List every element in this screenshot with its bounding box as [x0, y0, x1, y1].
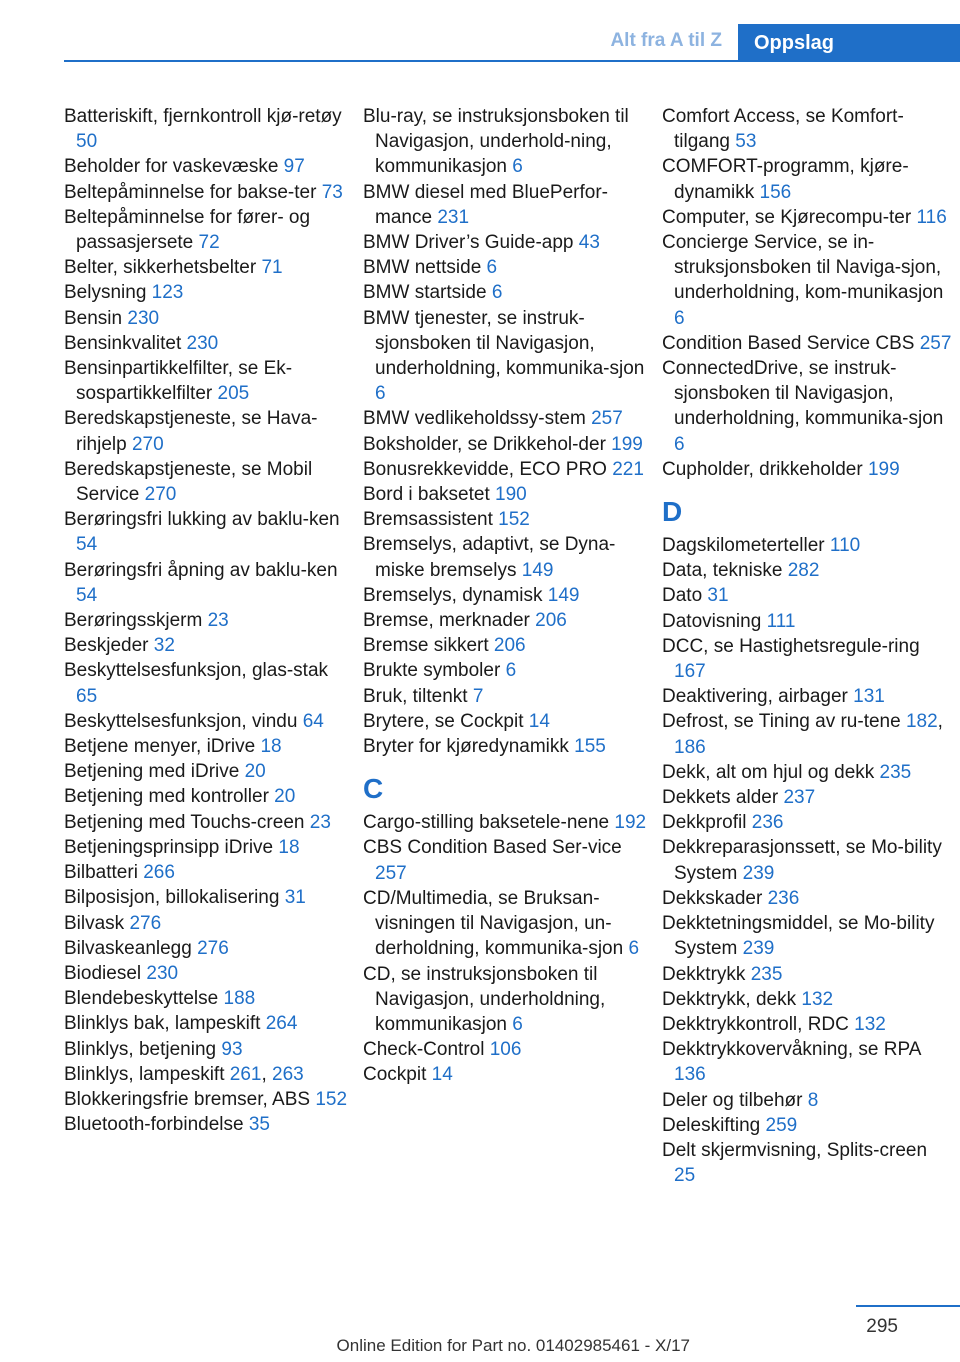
- index-column-1: [64, 104, 354, 1137]
- page-reference-link[interactable]: 270: [131, 433, 164, 455]
- index-entry: [64, 658, 354, 708]
- index-entry: Defrost, se Tining av ru-tene 182, 186: [662, 711, 943, 758]
- index-entry-text: Berøringsskjerm: [64, 610, 203, 632]
- index-entry: [363, 104, 653, 180]
- index-entry-text: DCC, se Hastighetsregule-ring: [662, 635, 920, 657]
- page-reference-link[interactable]: 199: [867, 458, 900, 480]
- index-entry-text: BMW diesel med BluePerfor-mance: [363, 181, 608, 228]
- page-reference-link[interactable]: 205: [217, 383, 250, 405]
- index-entry-text: Dekktrykk, dekk: [662, 988, 797, 1010]
- index-entry: [363, 658, 653, 683]
- index-entry-text: Beltepåminnelse for bakse-ter: [64, 181, 317, 203]
- index-entry: Blinklys, lampeskift 261, 263: [64, 1063, 304, 1085]
- page-reference-link[interactable]: 199: [611, 433, 643, 455]
- index-entry: [64, 154, 354, 179]
- index-entry-text: Defrost, se Tining av ru-tene: [662, 711, 901, 733]
- index-entry-text: Blokkeringsfrie bremser, ABS: [64, 1088, 311, 1110]
- page-reference-link[interactable]: 266: [143, 862, 175, 884]
- index-entry: [662, 583, 952, 608]
- index-entry-text: CD, se instruksjonsboken til Navigasjon, underholdning, kommunikasjon: [363, 963, 606, 1035]
- index-entry: [662, 962, 952, 987]
- index-entry-text: Check-Control: [363, 1039, 485, 1061]
- index-entry-text: Bremse sikkert: [363, 635, 489, 657]
- page-reference-link[interactable]: 72: [198, 232, 220, 254]
- page-reference-link[interactable]: 257: [591, 408, 623, 430]
- page-reference-link[interactable]: 149: [521, 559, 554, 581]
- page-reference-link[interactable]: 54: [76, 584, 98, 606]
- index-entry-text: Dekkreparasjonssett, se Mo-bility System: [662, 837, 942, 884]
- index-entry-text: Belysning: [64, 282, 147, 304]
- index-entry: [662, 331, 952, 356]
- index-entry-text: Berøringsfri åpning av baklu-ken: [64, 559, 338, 581]
- section-letter: C: [363, 773, 384, 805]
- index-entry-text: Blu-ray, se instruksjonsboken til Navigasjon, underhold-ning, kommunikasjon: [363, 106, 629, 178]
- index-entry-text: Boksholder, se Drikkehol-der: [363, 433, 606, 455]
- index-entry: [64, 961, 354, 986]
- page-reference-link[interactable]: 257: [375, 862, 407, 884]
- page-reference-link[interactable]: 132: [801, 988, 834, 1010]
- index-entry-text: Beskyttelsesfunksjon, glas-stak: [64, 660, 329, 682]
- index-entry-text: Deaktivering, airbager: [662, 686, 848, 708]
- index-entry-text: Data, tekniske: [662, 560, 783, 582]
- page-reference-link[interactable]: 206: [535, 610, 567, 632]
- index-entry: [64, 457, 354, 507]
- index-entry: [64, 558, 354, 608]
- page-reference-link[interactable]: 65: [76, 685, 98, 707]
- index-entry: [64, 835, 354, 860]
- page-reference-link[interactable]: 182: [905, 711, 938, 733]
- index-entry-text: Bluetooth-forbindelse: [64, 1114, 244, 1136]
- page-reference-link[interactable]: 156: [759, 181, 792, 203]
- index-entry-text: Dekk, alt om hjul og dekk: [662, 761, 875, 783]
- index-entry-text: Dekktrykk: [662, 963, 746, 985]
- page-reference-link[interactable]: 6: [486, 257, 498, 279]
- index-entry-text: Betjeningsprinsipp iDrive: [64, 836, 274, 858]
- index-entry: [64, 280, 354, 305]
- index-entry-text: Bilposisjon, billokalisering: [64, 887, 280, 909]
- page-reference-link[interactable]: 35: [248, 1114, 270, 1136]
- page-reference-link[interactable]: 186: [674, 736, 706, 758]
- index-entry-text: Dekkprofil: [662, 812, 747, 834]
- index-entry-text: Bremselys, dynamisk: [363, 584, 543, 606]
- index-entry-text: Biodiesel: [64, 962, 142, 984]
- index-entry-text: Beltepåminnelse for fører- og passasjersete: [64, 206, 311, 254]
- index-entry: [363, 507, 653, 532]
- index-entry: [662, 1138, 952, 1188]
- page-reference-link[interactable]: 54: [76, 534, 98, 556]
- header-section-title: Alt fra A til Z: [610, 30, 722, 51]
- page-reference-link[interactable]: 155: [574, 736, 606, 758]
- page-reference-link[interactable]: 236: [751, 812, 784, 834]
- page-reference-link[interactable]: 237: [783, 787, 816, 809]
- index-entry: [662, 1012, 952, 1037]
- index-entry-text: Bruk, tiltenkt: [363, 685, 468, 707]
- index-entry: [64, 1037, 354, 1062]
- index-entry-text: Bensinkvalitet: [64, 332, 182, 354]
- index-entry-text: Bryter for kjøredynamikk: [363, 736, 569, 758]
- index-entry: [64, 331, 354, 356]
- index-entry-text: BMW vedlikeholdssy-stem: [363, 408, 586, 430]
- page-reference-link[interactable]: 221: [612, 458, 644, 480]
- page-reference-link[interactable]: 6: [512, 1013, 523, 1035]
- index-entry: [662, 785, 952, 810]
- index-entry-text: Beskyttelsesfunksjon, vindu: [64, 710, 298, 732]
- index-entry: [64, 406, 354, 456]
- index-entry-text: Cupholder, drikkeholder: [662, 458, 863, 480]
- page-reference-link[interactable]: 106: [489, 1039, 522, 1061]
- index-entry: [662, 886, 952, 911]
- index-entry: [662, 533, 952, 558]
- index-entry: [662, 684, 952, 709]
- index-entry: [662, 987, 952, 1012]
- index-entry-text: Cockpit: [363, 1064, 427, 1086]
- page-reference-link[interactable]: 14: [431, 1064, 453, 1086]
- page-reference-link[interactable]: 6: [628, 938, 640, 960]
- index-entry: [64, 356, 354, 406]
- index-entry-text: Batteriskift, fjernkontroll kjø-retøy: [64, 106, 342, 127]
- index-entry-text: Bilvask: [64, 912, 125, 934]
- page-reference-link[interactable]: 116: [916, 206, 947, 228]
- index-entry: [64, 759, 354, 784]
- index-entry: [363, 886, 653, 962]
- index-entry-text: Deler og tilbehør: [662, 1089, 803, 1111]
- index-entry-text: Dekkskader: [662, 887, 763, 909]
- index-entry: [662, 835, 952, 885]
- page-reference-link[interactable]: 231: [437, 206, 470, 228]
- page-reference-link[interactable]: 123: [151, 282, 184, 304]
- index-entry: [363, 532, 653, 582]
- page-reference-link[interactable]: 136: [674, 1064, 706, 1086]
- index-entry-text: Dato: [662, 585, 703, 607]
- footer-edition: Online Edition for Part no. 01402985461 - X/17: [336, 1336, 690, 1355]
- index-entry: [363, 406, 653, 431]
- page-reference-link[interactable]: 53: [735, 131, 757, 153]
- index-entry: [662, 205, 952, 230]
- page-reference-link[interactable]: 188: [223, 988, 256, 1010]
- index-entry: [64, 885, 354, 910]
- page-reference-link[interactable]: 18: [278, 836, 300, 858]
- page-reference-link[interactable]: 239: [742, 938, 775, 960]
- index-entry: [363, 1037, 653, 1062]
- index-entry-text: CD/Multimedia, se Bruksan-visningen til Navigasjon, un-derholdning, kommunika-sjon: [363, 887, 624, 960]
- page-reference-link[interactable]: 18: [260, 736, 282, 758]
- index-entry: [64, 936, 354, 961]
- index-entry: [662, 154, 952, 204]
- index-entry: [64, 911, 354, 936]
- index-entry-text: Condition Based Service CBS: [662, 332, 915, 354]
- page-reference-link[interactable]: 71: [261, 257, 283, 279]
- index-entry: [363, 962, 653, 1038]
- index-entry: [64, 507, 354, 557]
- index-entry: [64, 104, 354, 154]
- page-reference-link[interactable]: 276: [129, 912, 162, 934]
- page-reference-link[interactable]: 6: [375, 383, 386, 405]
- index-entry-text: Betjening med iDrive: [64, 761, 240, 783]
- index-entry-text: Bensinpartikkelfilter, se Ek-sospartikkelfilter: [64, 358, 293, 405]
- index-entry-text: Dekktrykkontroll, RDC: [662, 1013, 849, 1035]
- index-entry: [363, 1062, 653, 1087]
- index-entry-text: Delt skjermvisning, Splits-creen: [662, 1139, 928, 1161]
- index-entry-text: Betjene menyer, iDrive: [64, 736, 256, 758]
- index-entry-text: BMW nettside: [363, 257, 482, 279]
- page-reference-link[interactable]: 167: [674, 661, 706, 683]
- index-entry-text: Berøringsfri lukking av baklu-ken: [64, 509, 340, 531]
- index-entry: [662, 911, 952, 961]
- index-entry: [662, 558, 952, 583]
- index-entry-text: Comfort Access, se Komfort-tilgang: [662, 106, 904, 153]
- page-reference-link[interactable]: 6: [491, 282, 503, 304]
- page-number: 295: [866, 1316, 898, 1337]
- index-entry-text: Deleskifting: [662, 1114, 761, 1136]
- page-reference-link[interactable]: 25: [674, 1165, 696, 1187]
- index-entry: [662, 634, 952, 684]
- index-entry: [662, 1113, 952, 1138]
- index-entry: [363, 230, 653, 255]
- index-entry-text: Blinklys, betjening: [64, 1038, 217, 1060]
- page-reference-link[interactable]: 149: [547, 584, 580, 606]
- page-reference-link[interactable]: 259: [765, 1114, 798, 1136]
- page-reference-link[interactable]: 282: [787, 560, 820, 582]
- index-entry: [662, 230, 952, 331]
- page-reference-link[interactable]: 276: [197, 937, 229, 959]
- page-reference-link[interactable]: 236: [767, 887, 800, 909]
- index-column-3: [662, 104, 952, 1188]
- page-reference-link[interactable]: 50: [76, 131, 98, 153]
- index-entry-text: Dekktetningsmiddel, se Mo-bility System: [662, 913, 935, 960]
- page-reference-link[interactable]: 20: [244, 761, 266, 783]
- index-entry-text: Bremsassistent: [363, 509, 493, 531]
- index-entry-text: Bremse, merknader: [363, 610, 530, 632]
- page-reference-link[interactable]: 6: [674, 307, 685, 329]
- index-entry-text: Bonusrekkevidde, ECO PRO: [363, 458, 607, 480]
- index-entry-text: Dekkets alder: [662, 787, 779, 809]
- index-entry-text: Blinklys, lampeskift: [64, 1063, 225, 1085]
- page-reference-link[interactable]: 7: [472, 685, 484, 707]
- index-entry: [64, 784, 354, 809]
- index-entry-text: Bensin: [64, 307, 123, 329]
- page-reference-link[interactable]: 152: [315, 1088, 348, 1110]
- index-entry-text: Betjening med Touchs-creen: [64, 811, 305, 833]
- page-reference-link[interactable]: 235: [750, 963, 783, 985]
- header-tab-label: Oppslag: [738, 24, 960, 62]
- index-entry: [64, 709, 354, 734]
- page-reference-link[interactable]: 192: [614, 812, 647, 834]
- page-reference-link[interactable]: 257: [919, 332, 952, 354]
- index-entry-text: Dekktrykkovervåkning, se RPA: [662, 1039, 921, 1061]
- page-reference-link[interactable]: 32: [153, 635, 175, 657]
- header-rule: [64, 60, 960, 62]
- index-entry-text: Bremselys, adaptivt, se Dyna-miske bremselys: [363, 534, 616, 581]
- page-reference-link[interactable]: 23: [309, 811, 331, 833]
- index-entry-text: Bilvaskeanlegg: [64, 937, 192, 959]
- index-entry-text: COMFORT-programm, kjøre-dynamikk: [662, 156, 909, 203]
- index-entry-text: Betjening med kontroller: [64, 786, 269, 808]
- index-entry: [64, 1011, 354, 1036]
- page-reference-link[interactable]: 270: [144, 484, 177, 506]
- index-entry-text: BMW tjenester, se instruk-sjonsboken til Navigasjon, underholdning, kommunika-sjon: [363, 307, 645, 380]
- index-entry-text: BMW startside: [363, 282, 487, 304]
- index-entry-text: Brytere, se Cockpit: [363, 710, 524, 732]
- index-entry: [363, 280, 653, 305]
- index-entry: [662, 1037, 952, 1087]
- index-entry-text: Datovisning: [662, 610, 762, 632]
- index-entry: [662, 457, 952, 482]
- page-reference-link[interactable]: 206: [493, 635, 526, 657]
- index-entry: [64, 205, 354, 255]
- page-reference-link[interactable]: 64: [302, 710, 324, 732]
- page-reference-link[interactable]: 6: [674, 433, 685, 455]
- index-entry: [363, 306, 653, 407]
- page-reference-link[interactable]: 14: [528, 710, 550, 732]
- page-reference-link[interactable]: 239: [742, 862, 775, 884]
- index-entry-text: Beskjeder: [64, 635, 149, 657]
- index-entry: [363, 709, 653, 734]
- page-reference-link[interactable]: 97: [283, 156, 305, 178]
- index-entry: [64, 1087, 354, 1112]
- section-letter: D: [662, 496, 683, 528]
- index-entry: [64, 1112, 354, 1137]
- index-entry-text: Beholder for vaskevæske: [64, 156, 279, 178]
- index-entry: [363, 633, 653, 658]
- page-reference-link[interactable]: 20: [274, 786, 296, 808]
- page-reference-link[interactable]: 190: [495, 484, 527, 506]
- index-entry-text: Computer, se Kjørecompu-ter: [662, 206, 912, 228]
- index-entry-text: Belter, sikkerhetsbelter: [64, 257, 257, 279]
- page-reference-link[interactable]: 263: [272, 1063, 304, 1085]
- page-reference-link[interactable]: 110: [829, 535, 861, 557]
- page-reference-link[interactable]: 132: [854, 1013, 886, 1035]
- page-reference-link[interactable]: 235: [879, 761, 912, 783]
- index-entry: [662, 810, 952, 835]
- index-entry: [64, 860, 354, 885]
- index-entry: [662, 104, 952, 154]
- page-reference-link[interactable]: 230: [127, 307, 160, 329]
- index-columns: [64, 104, 960, 1264]
- page-reference-link[interactable]: 31: [284, 887, 306, 909]
- index-entry-text: Bilbatteri: [64, 862, 138, 884]
- index-entry-text: BMW Driver’s Guide-app: [363, 232, 574, 254]
- index-entry-text: Blinklys bak, lampeskift: [64, 1013, 261, 1035]
- index-entry: [64, 180, 354, 205]
- index-entry: [363, 457, 653, 482]
- page-reference-link[interactable]: 73: [321, 181, 343, 203]
- index-entry: [363, 482, 653, 507]
- page-reference-link[interactable]: 264: [265, 1013, 298, 1035]
- page-reference-link[interactable]: 8: [807, 1089, 819, 1111]
- index-entry: [662, 1088, 952, 1113]
- index-entry-text: Cargo-stilling baksetele-nene: [363, 812, 610, 834]
- page-header: [0, 24, 960, 62]
- index-entry: [363, 835, 653, 885]
- index-entry: [363, 583, 653, 608]
- index-entry-text: Blendebeskyttelse: [64, 988, 219, 1010]
- page-reference-link[interactable]: 230: [186, 332, 219, 354]
- index-entry-text: Beredskapstjeneste, se Mobil Service: [64, 458, 313, 506]
- index-entry: [363, 810, 653, 835]
- index-entry-text: Concierge Service, se in-struksjonsboken til Naviga-sjon, underholdning, kom-munikasjon: [662, 232, 944, 304]
- index-entry: [64, 255, 354, 280]
- page-reference-link[interactable]: 93: [221, 1038, 243, 1060]
- index-entry: [64, 810, 354, 835]
- index-entry: [363, 684, 653, 709]
- page-reference-link[interactable]: 111: [766, 610, 796, 632]
- index-column-2: [363, 104, 653, 1088]
- index-entry: [662, 356, 952, 457]
- page-reference-link[interactable]: 23: [207, 610, 229, 632]
- page-reference-link[interactable]: 43: [578, 232, 600, 254]
- index-entry-text: Bord i baksetet: [363, 484, 490, 506]
- index-entry-text: Dagskilometerteller: [662, 535, 825, 557]
- page-reference-link[interactable]: 31: [707, 585, 729, 607]
- page-reference-link[interactable]: 131: [853, 686, 885, 708]
- page-reference-link[interactable]: 152: [498, 509, 530, 531]
- footer-rule: [856, 1305, 960, 1307]
- index-entry: [363, 180, 653, 230]
- index-entry: [363, 255, 653, 280]
- index-entry: [363, 734, 653, 759]
- index-entry-text: Beredskapstjeneste, se Hava-rihjelp: [64, 408, 318, 455]
- index-entry: [64, 633, 354, 658]
- page-reference-link[interactable]: 261: [229, 1063, 262, 1085]
- page-reference-link[interactable]: 6: [512, 156, 523, 178]
- index-entry-text: CBS Condition Based Ser-vice: [363, 837, 622, 859]
- index-entry-text: ConnectedDrive, se instruk-sjonsboken til Navigasjon, underholdning, kommunika-sjon: [662, 358, 944, 430]
- page-reference-link[interactable]: 6: [505, 660, 517, 682]
- index-entry: [64, 608, 354, 633]
- index-entry: [662, 609, 952, 634]
- page-reference-link[interactable]: 230: [146, 962, 179, 984]
- index-entry: [64, 734, 354, 759]
- index-entry: [64, 306, 354, 331]
- index-entry: [64, 986, 354, 1011]
- index-entry: [363, 432, 653, 457]
- index-entry: [363, 608, 653, 633]
- index-entry: [662, 760, 952, 785]
- index-entry-text: Brukte symboler: [363, 660, 501, 682]
